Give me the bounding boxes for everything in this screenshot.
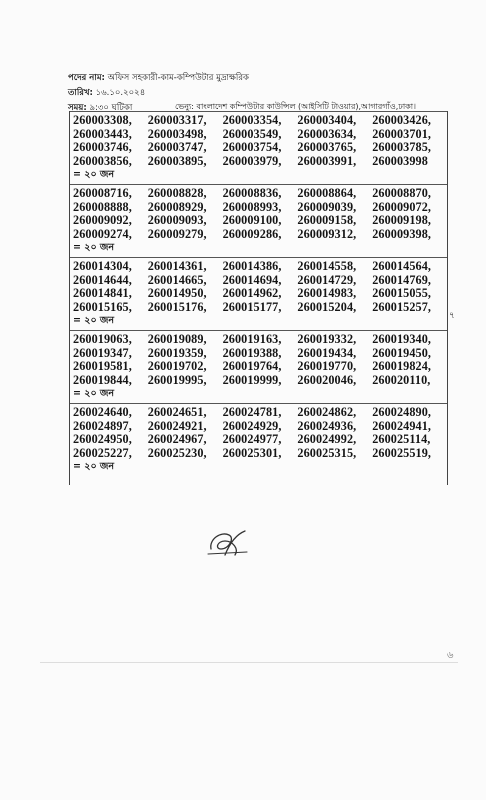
roll-number: 260003754, xyxy=(222,140,282,154)
roll-number: 260003498, xyxy=(147,126,207,141)
roll-number: 260014729, xyxy=(297,272,357,287)
roll-row xyxy=(73,128,447,142)
roll-number: 260009286, xyxy=(222,226,282,241)
roll-number: 260024640, xyxy=(73,405,132,419)
candidate-count: = ২০ জন xyxy=(73,169,115,180)
roll-number: 260020046, xyxy=(297,372,357,387)
roll-number: 260003549, xyxy=(222,126,282,141)
date-value: ১৬.১০.২০২৪ xyxy=(95,88,146,98)
roll-number: 260019770, xyxy=(297,359,357,373)
roll-number: 260019844, xyxy=(73,372,132,387)
date-line xyxy=(68,86,145,100)
roll-number: 260009093, xyxy=(147,213,207,227)
candidate-count: = ২০ জন xyxy=(73,242,115,253)
roll-row xyxy=(73,274,447,288)
roll-number: 260019340, xyxy=(372,332,432,346)
roll-row xyxy=(73,114,447,128)
roll-number: 260014386, xyxy=(222,259,282,273)
candidate-count: = ২০ জন xyxy=(73,461,115,472)
signature-image xyxy=(205,525,251,561)
roll-number: 260003856, xyxy=(73,153,132,168)
roll-row xyxy=(73,287,447,301)
roll-number: 260019999, xyxy=(222,372,282,387)
roll-number: 260020110, xyxy=(372,372,431,387)
roll-row xyxy=(73,420,447,434)
roll-number: 260009072, xyxy=(372,199,432,214)
roll-row xyxy=(73,301,447,315)
roll-row xyxy=(73,187,447,201)
roll-number: 260019824, xyxy=(372,359,432,373)
roll-number: 260019702, xyxy=(147,359,207,373)
roll-number: 260015165, xyxy=(73,299,132,314)
roll-number: 260009274, xyxy=(73,226,132,241)
roll-number: 260003701, xyxy=(372,126,432,141)
roll-number: 260003991, xyxy=(297,153,357,168)
roll-row xyxy=(73,141,447,155)
roll-number: 260014983, xyxy=(297,286,357,300)
roll-number: 260003747, xyxy=(147,140,207,154)
roll-number-table xyxy=(69,111,448,485)
roll-number: 260024897, xyxy=(73,418,132,433)
venue-line: ভেন্যু: বাংলাদেশ কম্পিউটার কাউন্সিল (আইসিটি টাওয়ার),আগারগাঁও,ঢাকা। xyxy=(175,102,416,111)
roll-number: 260009198, xyxy=(372,213,432,227)
roll-number: 260008993, xyxy=(222,199,282,214)
time-value: ৯:৩০ ঘটিকা xyxy=(89,103,133,113)
roll-number: 260014304, xyxy=(73,259,132,273)
roll-row xyxy=(73,260,447,274)
roll-number: 260009398, xyxy=(372,226,432,241)
roll-row xyxy=(73,214,447,228)
roll-number: 260003765, xyxy=(297,140,357,154)
roll-number: 260024936, xyxy=(297,418,357,433)
roll-number: 260014644, xyxy=(73,272,132,287)
roll-number: 260009312, xyxy=(297,226,357,241)
roll-number: 260003895, xyxy=(147,153,207,168)
roll-number: 260003426, xyxy=(372,113,432,127)
roll-number: 260003998 xyxy=(372,153,428,168)
roll-number: 260019359, xyxy=(147,345,207,360)
roll-number: 260008836, xyxy=(222,186,282,200)
roll-block xyxy=(70,111,447,184)
roll-number: 260015055, xyxy=(372,286,432,300)
roll-number: 260025519, xyxy=(372,445,432,460)
roll-number: 260025114, xyxy=(372,432,431,446)
roll-number: 260003354, xyxy=(222,113,282,127)
roll-number: 260014558, xyxy=(297,259,357,273)
roll-number: 260003404, xyxy=(297,113,357,127)
roll-number: 260025301, xyxy=(222,445,282,460)
roll-number: 260015176, xyxy=(147,299,207,314)
roll-row xyxy=(73,374,447,388)
roll-number: 260024862, xyxy=(297,405,357,419)
roll-number: 260009279, xyxy=(147,226,207,241)
roll-number: 260024781, xyxy=(222,405,282,419)
post-name-line xyxy=(68,71,249,85)
margin-mark: ৭ xyxy=(449,311,455,321)
roll-number: 260003746, xyxy=(73,140,132,154)
roll-number: 260015257, xyxy=(372,299,432,314)
roll-row xyxy=(73,155,447,169)
roll-number: 260024651, xyxy=(147,405,207,419)
roll-number: 260019434, xyxy=(297,345,357,360)
roll-number: 260024992, xyxy=(297,432,357,446)
roll-number: 260009100, xyxy=(222,213,282,227)
roll-number: 260019332, xyxy=(297,332,357,346)
roll-number: 260015177, xyxy=(222,299,282,314)
roll-number: 260024929, xyxy=(222,418,282,433)
roll-block xyxy=(70,330,447,403)
roll-number: 260019388, xyxy=(222,345,282,360)
time-label: সময়: xyxy=(68,103,87,113)
roll-number: 260008870, xyxy=(372,186,432,200)
post-label: পদের নাম: xyxy=(68,73,105,83)
roll-number: 260019764, xyxy=(222,359,282,373)
roll-number: 260014769, xyxy=(372,272,432,287)
date-label: তারিখ: xyxy=(68,88,93,98)
roll-row xyxy=(73,333,447,347)
roll-number: 260009158, xyxy=(297,213,357,227)
roll-row xyxy=(73,347,447,361)
roll-number: 260019089, xyxy=(147,332,207,346)
roll-number: 260008929, xyxy=(147,199,207,214)
page-number: ৬ xyxy=(447,650,454,661)
roll-number: 260003634, xyxy=(297,126,357,141)
roll-number: 260019995, xyxy=(147,372,207,387)
roll-number: 260009092, xyxy=(73,213,132,227)
roll-number: 260003308, xyxy=(73,113,132,127)
candidate-count: = ২০ জন xyxy=(73,315,115,326)
roll-row xyxy=(73,228,447,242)
post-value: অফিস সহকারী-কাম-কম্পিউটার মুদ্রাক্ষরিক xyxy=(107,73,249,83)
roll-row xyxy=(73,201,447,215)
roll-number: 260014665, xyxy=(147,272,207,287)
roll-number: 260014841, xyxy=(73,286,132,300)
roll-number: 260014694, xyxy=(222,272,282,287)
roll-number: 260003785, xyxy=(372,140,432,154)
roll-number: 260019063, xyxy=(73,332,132,346)
candidate-count: = ২০ জন xyxy=(73,388,115,399)
roll-number: 260009039, xyxy=(297,199,357,214)
roll-block xyxy=(70,184,447,257)
roll-number: 260019450, xyxy=(372,345,432,360)
roll-block xyxy=(70,257,447,330)
roll-number: 260024977, xyxy=(222,432,282,446)
roll-number: 260014361, xyxy=(147,259,207,273)
roll-number: 260024950, xyxy=(73,432,132,446)
roll-number: 260025315, xyxy=(297,445,357,460)
roll-number: 260008716, xyxy=(73,186,132,200)
roll-number: 260015204, xyxy=(297,299,357,314)
roll-number: 260024967, xyxy=(147,432,207,446)
roll-number: 260014962, xyxy=(222,286,282,300)
roll-number: 260024890, xyxy=(372,405,432,419)
roll-number: 260025227, xyxy=(73,445,132,460)
roll-number: 260025230, xyxy=(147,445,207,460)
roll-number: 260019163, xyxy=(222,332,282,346)
roll-number: 260003317, xyxy=(147,113,207,127)
roll-number: 260019347, xyxy=(73,345,132,360)
roll-row xyxy=(73,406,447,420)
roll-number: 260014950, xyxy=(147,286,207,300)
roll-number: 260008864, xyxy=(297,186,357,200)
roll-number: 260003443, xyxy=(73,126,132,141)
roll-row xyxy=(73,447,447,461)
roll-row xyxy=(73,433,447,447)
roll-number: 260019581, xyxy=(73,359,132,373)
roll-number: 260003979, xyxy=(222,153,282,168)
roll-number: 260024921, xyxy=(147,418,207,433)
divider-line xyxy=(40,662,458,663)
roll-number: 260008888, xyxy=(73,199,132,214)
roll-number: 260024941, xyxy=(372,418,432,433)
roll-number: 260014564, xyxy=(372,259,432,273)
roll-number: 260008828, xyxy=(147,186,207,200)
roll-block xyxy=(70,403,447,485)
roll-row xyxy=(73,360,447,374)
